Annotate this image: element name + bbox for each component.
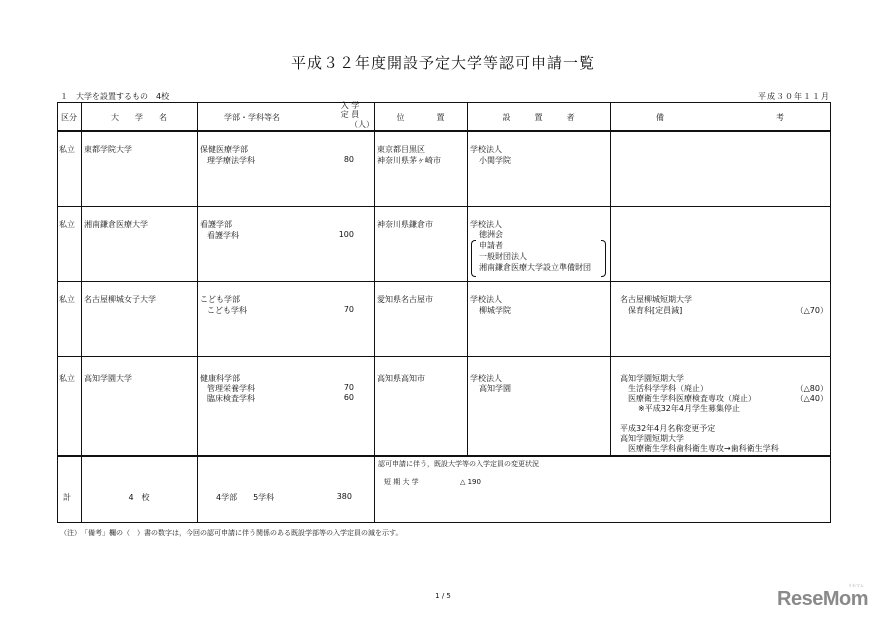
row-founder: 柳城学院 — [479, 306, 511, 315]
header-capacity-unit: （人） — [350, 120, 374, 129]
section-heading: １ 大学を設置するもの 4校 — [60, 92, 170, 101]
row-faculty: 看護学部 — [200, 220, 232, 229]
row-department: 看護学科 — [207, 231, 239, 240]
row-location: 神奈川県茅ヶ崎市 — [377, 156, 441, 165]
col-border — [374, 102, 375, 523]
row-university: 名古屋柳城女子大学 — [84, 295, 156, 304]
total-capacity: 380 — [336, 492, 352, 501]
row-founder: 学校法人 — [470, 295, 502, 304]
table-bottom-border — [57, 522, 831, 523]
row-university: 湘南鎌倉医療大学 — [84, 220, 148, 229]
footnote: （注） 「備考」欄の（ ）書の数字は，今回の認可申請に伴う関係のある既設学部等の入学定員の減を示す。 — [60, 529, 403, 537]
row-remark: 医療衛生学科歯科衛生専攻→歯科衛生学科 — [628, 444, 779, 453]
row-remark: 保育科[定員減] — [628, 306, 683, 315]
row-founder-applicant: 湘南鎌倉医療大学設立準備財団 — [479, 263, 591, 272]
row-faculty: 健康科学部 — [200, 374, 240, 383]
row-location: 東京都目黒区 — [377, 145, 425, 154]
watermark-sub: リセマム — [848, 583, 864, 588]
col-border — [610, 102, 611, 456]
row-capacity: 70 — [343, 383, 354, 392]
col-border — [81, 102, 82, 523]
row-remark: 医療衛生学科医療検査専攻（廃止） — [628, 394, 756, 403]
row-founder: 学校法人 — [470, 220, 502, 229]
header-location: 位 置 — [396, 113, 445, 122]
row-location: 神奈川県鎌倉市 — [377, 220, 433, 229]
row-university: 東都学院大学 — [84, 145, 132, 154]
header-faculty: 学部・学科等名 — [224, 113, 280, 122]
row-category: 私立 — [59, 295, 75, 304]
row-capacity: 100 — [338, 230, 354, 239]
row-department: こども学科 — [207, 306, 247, 315]
row-remark: 高知学園短期大学 — [620, 434, 684, 443]
row-founder: 小関学院 — [479, 156, 511, 165]
header-university: 大 学 名 — [111, 113, 167, 122]
document-title: 平成３２年度開設予定大学等認可申請一覧 — [290, 54, 595, 72]
row-founder-applicant: 一般財団法人 — [479, 252, 527, 261]
change-heading: 認可申請に伴う，既設大学等の入学定員の変更状況 — [378, 460, 539, 468]
page-number: 1 / 5 — [435, 592, 451, 600]
change-value: △ 190 — [460, 478, 481, 486]
header-category: 区分 — [61, 113, 77, 122]
row-location: 高知県高知市 — [377, 374, 425, 383]
header-capacity-line2: 定 員 — [340, 110, 360, 119]
change-item: 短 期 大 学 — [384, 478, 419, 486]
header-founder: 設 置 者 — [502, 113, 575, 122]
row-capacity: 60 — [343, 393, 354, 402]
row-faculty: こども学部 — [200, 295, 240, 304]
row-capacity: 80 — [343, 155, 354, 164]
row-department: 理学療法学科 — [207, 156, 255, 165]
header-capacity-line1: 入 学 — [340, 101, 360, 110]
row-remark: 名古屋柳城短期大学 — [620, 295, 692, 304]
document-date: 平成３０年１１月 — [758, 92, 830, 101]
col-border — [467, 102, 468, 456]
row-remark: ※平成32年4月学生募集停止 — [638, 404, 740, 413]
header-bottom-border — [57, 130, 831, 132]
row-university: 高知学園大学 — [84, 374, 132, 383]
row-divider — [57, 281, 831, 282]
col-border — [197, 102, 198, 523]
row-remark: 高知学園短期大学 — [620, 374, 684, 383]
row-founder: 徳洲会 — [479, 230, 503, 239]
row-department: 管理栄養学科 — [207, 384, 255, 393]
row-remark-value: （△40） — [795, 394, 828, 403]
row-faculty: 保健医療学部 — [200, 145, 248, 154]
row-divider — [57, 206, 831, 207]
col-border — [830, 102, 831, 523]
row-capacity: 70 — [343, 305, 354, 314]
col-border — [57, 102, 58, 523]
row-remark: 平成32年4月名称変更予定 — [620, 424, 716, 433]
total-faculties: 4学部 5学科 — [216, 493, 275, 502]
row-remark-value: （△80） — [795, 384, 828, 393]
total-top-border — [57, 455, 831, 457]
row-founder: 学校法人 — [470, 374, 502, 383]
row-location: 愛知県名古屋市 — [377, 295, 433, 304]
row-category: 私立 — [59, 145, 75, 154]
row-founder: 高知学園 — [479, 384, 511, 393]
header-remarks-left: 備 — [656, 113, 664, 122]
row-divider — [57, 356, 831, 357]
row-category: 私立 — [59, 374, 75, 383]
bracket-right — [601, 240, 606, 277]
watermark-logo: ReseMom — [777, 588, 868, 610]
table-top-border — [57, 102, 831, 103]
total-label: 計 — [63, 493, 71, 502]
row-remark: 生活科学学科（廃止） — [628, 384, 708, 393]
total-schools: 4 校 — [128, 493, 150, 502]
row-remark-value: （△70） — [795, 306, 828, 315]
row-founder: 学校法人 — [470, 145, 502, 154]
row-category: 私立 — [59, 220, 75, 229]
row-founder-applicant: 申請者 — [479, 241, 503, 250]
header-remarks-right: 考 — [776, 113, 784, 122]
bracket-left — [471, 240, 476, 277]
row-department: 臨床検査学科 — [207, 394, 255, 403]
